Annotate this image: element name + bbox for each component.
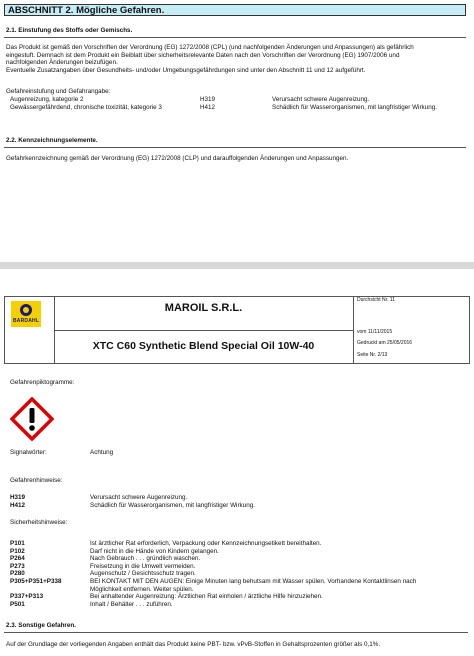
precaution-text: Bei anhaltender Augenreizung: Ärztlichen Rat einholen / ärztliche Hilfe hinzuziehen. <box>90 593 323 601</box>
precautionary-label: Sicherheitshinweise: <box>10 519 68 526</box>
other-hazards-text: Auf der Grundlage der vorliegenden Angaben enthält das Produkt keine PBT- bzw. vPvB-Stoffen in Gehaltsprozenten größer als 0,1%. <box>6 641 381 648</box>
hazard-text: Schädlich für Wasserorganismen, mit langfristiger Wirkung. <box>90 501 255 509</box>
precaution-code: P280 <box>10 570 25 578</box>
classification-paragraph <box>6 44 414 74</box>
subsection-title-2-1: 2.1. Einstufung des Stoffs oder Gemischs. <box>6 27 133 34</box>
header-divider <box>353 296 354 364</box>
precaution-text: Nach Gebrauch . . . gründlich waschen. <box>90 555 201 563</box>
precaution-text: Augenschutz / Gesichtsschutz tragen. <box>90 570 196 578</box>
company-name: MAROIL S.R.L. <box>164 302 243 314</box>
logo-badge <box>11 301 41 327</box>
precaution-text: Ist ärztlicher Rat erforderlich, Verpackung oder Kennzeichnungsetikett bereithalten. <box>90 540 322 547</box>
precaution-code: P101 <box>10 540 25 547</box>
hazard-text: Verursacht schwere Augenreizung. <box>272 96 370 103</box>
precaution-code: P102 <box>10 547 25 555</box>
paragraph-line: Das Produkt ist gemäß den Vorschriften der Verordnung (EG) 1272/2008 (CPL) (und nachfolgenden Änderungen und Anpassungen) als gefährlich <box>6 44 414 51</box>
hazard-row <box>10 104 460 112</box>
hazard-class: Gewässergefährdend, chronische toxizität, kategorie 3 <box>10 103 162 111</box>
labelling-text: Gefahrkennzeichnung gemäß der Verordnung (EG) 1272/2008 (CLP) und darauffolgenden Änderungen und Anpassungen. <box>6 155 349 162</box>
divider-line <box>4 147 466 148</box>
page-break <box>0 262 474 269</box>
precaution-text: Möglichkeit entfernen. Weiter spülen. <box>90 585 194 593</box>
precaution-code: P337+P313 <box>10 593 44 601</box>
hazard-code: H412 <box>200 103 216 111</box>
company-logo <box>6 297 52 334</box>
hazard-statement-row <box>10 502 460 510</box>
print-date: Gedruckt am 25/05/2016 <box>357 340 413 346</box>
hazard-statement-row <box>10 494 460 502</box>
hazard-row <box>10 96 460 104</box>
precautionary-statements <box>10 540 468 608</box>
precaution-row <box>10 570 468 578</box>
section-header <box>4 4 466 16</box>
revision-date: vom 11/11/2015 <box>357 329 393 335</box>
precaution-code: P501 <box>10 600 25 608</box>
hazard-code: H412 <box>10 501 26 509</box>
section-title: ABSCHNITT 2. Mögliche Gefahren. <box>8 5 165 16</box>
precaution-code: P305+P351+P338 <box>10 577 62 585</box>
logo-text: BARDAHL <box>13 318 40 324</box>
paragraph-line: nachfolgenden Änderungen beizufügen. <box>6 59 118 67</box>
divider-line <box>4 632 468 633</box>
signal-word-value: Achtung <box>90 449 114 456</box>
precaution-row <box>10 578 468 593</box>
header-divider <box>54 330 353 331</box>
pictograms-label: Gefahrenpiktogramme: <box>10 379 75 386</box>
hazard-table <box>10 96 460 111</box>
precaution-code: P273 <box>10 562 25 570</box>
precaution-text: Freisetzung in die Umwelt vermeiden. <box>90 562 196 570</box>
revision-number: Durchsicht Nr. 11 <box>357 297 395 303</box>
precaution-row <box>10 540 468 548</box>
precaution-row <box>10 548 468 556</box>
hazard-code: H319 <box>10 494 26 501</box>
product-name: XTC C60 Synthetic Blend Special Oil 10W-40 <box>92 340 315 352</box>
hazard-text: Schädlich für Wasserorganismen, mit langfristiger Wirkung. <box>272 103 437 111</box>
precaution-text: Inhalt / Behälter . . . zuführen. <box>90 600 173 608</box>
hazard-class: Augenreizung, kategorie 2 <box>10 96 84 103</box>
precaution-code: P264 <box>10 555 25 563</box>
subsection-title-2-2: 2.2. Kennzeichnungselemente. <box>6 137 98 144</box>
signal-word-label: Signalwörter: <box>10 449 47 456</box>
subsection-title-2-3: 2.3. Sonstige Gefahren. <box>6 622 76 629</box>
page-number: Seite Nr. 2/13 <box>357 352 388 358</box>
hazard-code: H319 <box>200 96 216 103</box>
precaution-text: BEI KONTAKT MIT DEN AUGEN: Einige Minuten lang behutsam mit Wasser spülen. Vorhandene Kontaktlinsen nach <box>90 577 417 585</box>
precaution-row <box>10 555 468 563</box>
paragraph-line: Eventuelle Zusatzangaben über Gesundheits- und/oder Umgebungsgefährdungen sind unter den Abschnitt 11 und 12 aufgeführt. <box>6 66 366 74</box>
hazard-intro: Gefahreinstufung und Gefahrangabe: <box>6 88 111 95</box>
hazard-text: Verursacht schwere Augenreizung. <box>90 494 188 501</box>
hazard-statements-label: Gefahrenhinweise: <box>10 477 63 484</box>
paragraph-line: eingestuft. Demnach ist dem Produkt ein Beiblatt über sicherheitsrelevante Daten nach den Vorschriften der Verordnung (EG) 1907/2006 und <box>6 51 400 59</box>
exclamation-mark-icon <box>10 397 54 446</box>
precaution-row <box>10 593 468 601</box>
precaution-row <box>10 563 468 571</box>
precaution-row <box>10 601 468 609</box>
precaution-text: Darf nicht in die Hände von Kindern gelangen. <box>90 547 219 555</box>
divider-line <box>4 37 466 38</box>
hazard-statements <box>10 494 460 509</box>
